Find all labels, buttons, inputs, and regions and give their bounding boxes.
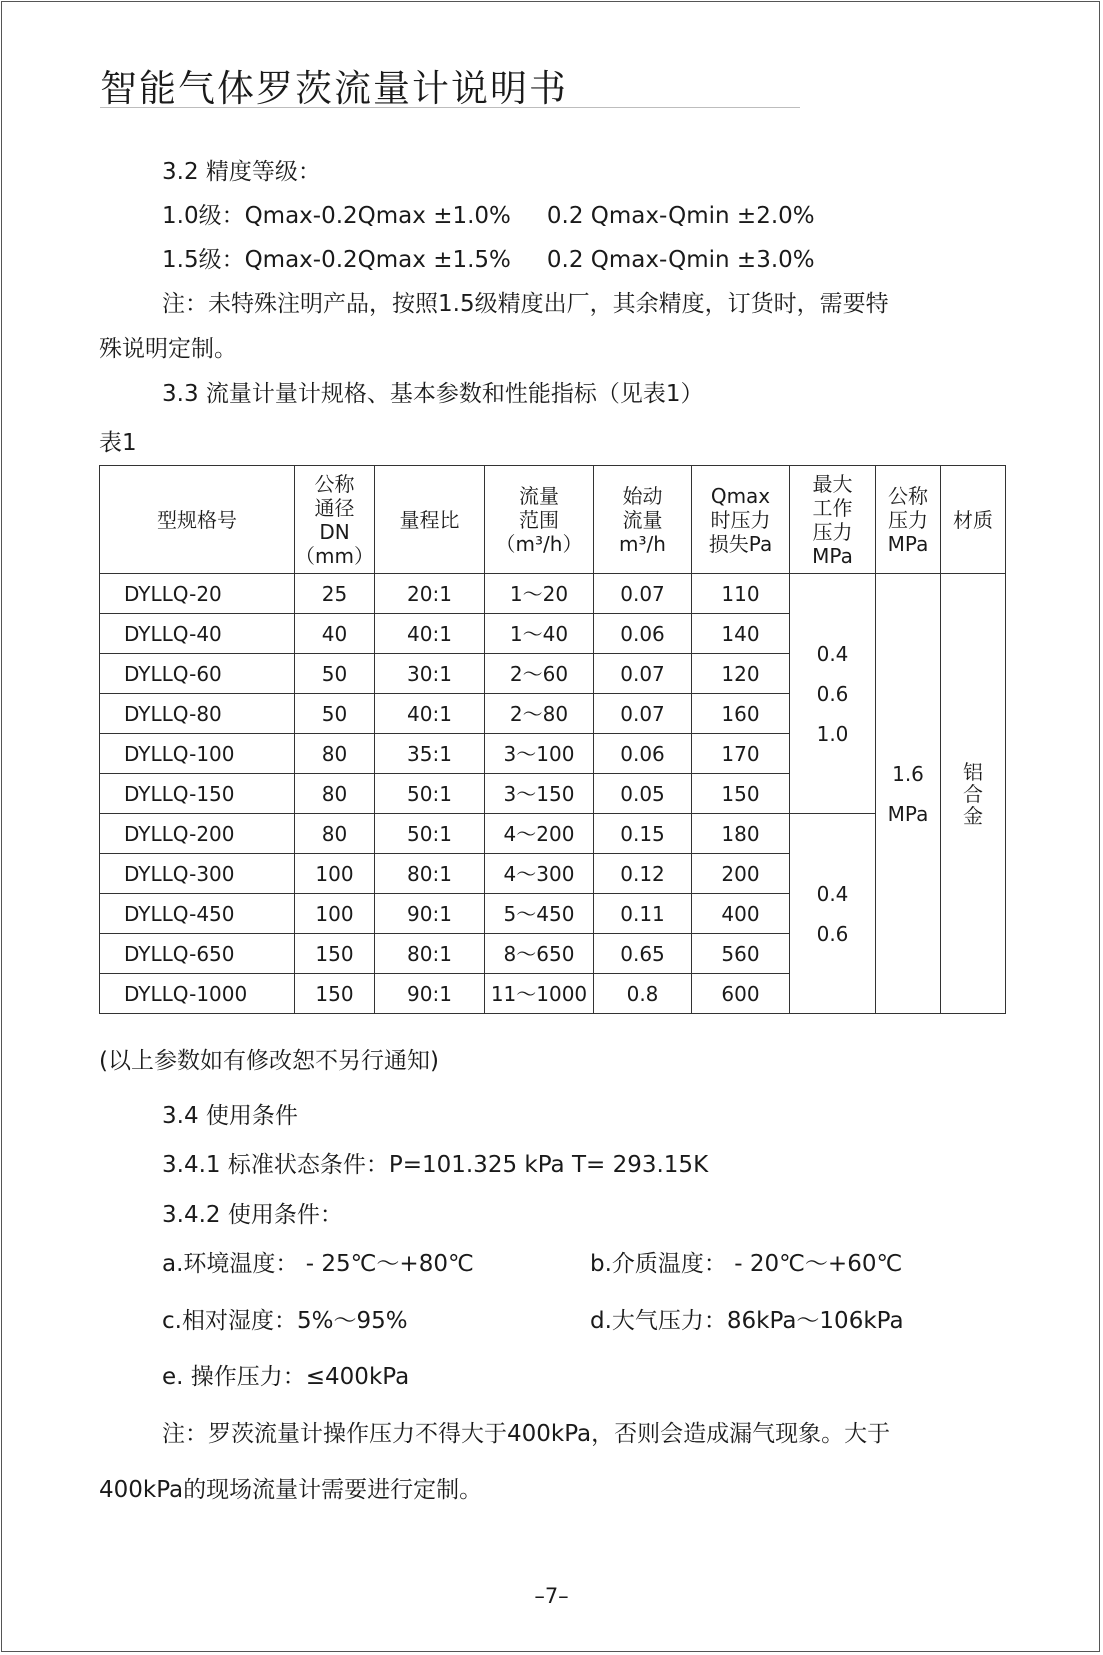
cell-model: DYLLQ-60: [100, 654, 295, 694]
table-header-row: [100, 466, 1006, 574]
cell-ratio: 90:1: [375, 974, 485, 1014]
table-row: [100, 574, 1006, 614]
cell-start: 0.65: [594, 934, 692, 974]
cell-dn: 150: [295, 934, 375, 974]
cell-ratio: 35:1: [375, 734, 485, 774]
cell-dn: 100: [295, 894, 375, 934]
spec-heading: 3.3 流量计量计规格、基本参数和性能指标（见表1）: [162, 381, 704, 407]
cell-dn: 50: [295, 654, 375, 694]
header-nominal-diameter: 公称 通径 DN （mm）: [295, 466, 375, 574]
cell-range: 3～100: [485, 734, 594, 774]
cell-model: DYLLQ-100: [100, 734, 295, 774]
conditions-heading: 3.4 使用条件: [162, 1103, 298, 1129]
cell-start: 0.12: [594, 854, 692, 894]
cell-loss: 160: [692, 694, 790, 734]
cell-start: 0.05: [594, 774, 692, 814]
cell-ratio: 80:1: [375, 934, 485, 974]
cell-start: 0.07: [594, 694, 692, 734]
header-starting-flow: 始动 流量 m³/h: [594, 466, 692, 574]
header-flow-range: 流量 范围 （m³/h）: [485, 466, 594, 574]
cell-max-pressure-group-2: 0.4 0.6: [790, 814, 876, 1014]
cell-ratio: 90:1: [375, 894, 485, 934]
accuracy-heading: 3.2 精度等级：: [162, 159, 321, 185]
cell-start: 0.15: [594, 814, 692, 854]
cell-loss: 600: [692, 974, 790, 1014]
standard-conditions: 3.4.1 标准状态条件：P=101.325 kPa T= 293.15K: [162, 1152, 709, 1178]
cell-dn: 80: [295, 774, 375, 814]
header-pressure-loss: Qmax 时压力 损失Pa: [692, 466, 790, 574]
cell-loss: 200: [692, 854, 790, 894]
cell-start: 0.07: [594, 654, 692, 694]
cell-range: 1～40: [485, 614, 594, 654]
accuracy-class-1-0: [162, 197, 815, 230]
condition-medium-temperature: b.介质温度： - 20℃～+60℃: [590, 1251, 903, 1277]
cell-model: DYLLQ-150: [100, 774, 295, 814]
condition-ambient-temperature: a.环境温度： - 25℃～+80℃: [162, 1251, 474, 1277]
table-note: (以上参数如有修改恕不另行通知): [99, 1048, 439, 1074]
cell-ratio: 80:1: [375, 854, 485, 894]
cell-dn: 50: [295, 694, 375, 734]
cell-range: 3～150: [485, 774, 594, 814]
cell-dn: 80: [295, 734, 375, 774]
accuracy-note-line-1: 注：未特殊注明产品，按照1.5级精度出厂，其余精度，订货时，需要特: [162, 291, 889, 317]
cell-range: 1～20: [485, 574, 594, 614]
document-title: 智能气体罗茨流量计说明书: [100, 67, 568, 110]
header-nominal-pressure: 公称 压力 MPa: [876, 466, 941, 574]
cell-range: 4～200: [485, 814, 594, 854]
accuracy-class-1-0-low: 0.2 Qmax-Qmin ±2.0%: [546, 203, 815, 229]
cell-loss: 110: [692, 574, 790, 614]
cell-loss: 150: [692, 774, 790, 814]
cell-loss: 180: [692, 814, 790, 854]
cell-ratio: 20:1: [375, 574, 485, 614]
use-conditions-heading: 3.4.2 使用条件：: [162, 1202, 343, 1228]
condition-atmospheric-pressure: d.大气压力：86kPa～106kPa: [590, 1308, 904, 1334]
conditions-note-line-1: 注：罗茨流量计操作压力不得大于400kPa，否则会造成漏气现象。大于: [162, 1421, 891, 1447]
spec-table: [99, 465, 1006, 1014]
cell-model: DYLLQ-300: [100, 854, 295, 894]
cell-range: 2～80: [485, 694, 594, 734]
cell-start: 0.8: [594, 974, 692, 1014]
header-model: 型规格号: [100, 466, 295, 574]
conditions-note-line-2: 400kPa的现场流量计需要进行定制。: [99, 1477, 483, 1503]
cell-start: 0.06: [594, 614, 692, 654]
condition-operating-pressure: e. 操作压力：≤400kPa: [162, 1364, 410, 1390]
accuracy-class-1-0-high: 1.0级：Qmax-0.2Qmax ±1.0%: [162, 203, 511, 229]
cell-model: DYLLQ-650: [100, 934, 295, 974]
cell-loss: 560: [692, 934, 790, 974]
cell-ratio: 40:1: [375, 614, 485, 654]
accuracy-class-1-5-high: 1.5级：Qmax-0.2Qmax ±1.5%: [162, 247, 511, 273]
cell-range: 2～60: [485, 654, 594, 694]
cell-dn: 100: [295, 854, 375, 894]
header-max-working-pressure: 最大 工作 压力 MPa: [790, 466, 876, 574]
accuracy-note-line-2: 殊说明定制。: [99, 336, 237, 362]
cell-model: DYLLQ-1000: [100, 974, 295, 1014]
cell-start: 0.07: [594, 574, 692, 614]
cell-model: DYLLQ-450: [100, 894, 295, 934]
cell-dn: 25: [295, 574, 375, 614]
cell-range: 4～300: [485, 854, 594, 894]
cell-loss: 170: [692, 734, 790, 774]
cell-start: 0.11: [594, 894, 692, 934]
condition-relative-humidity: c.相对湿度：5%～95%: [162, 1308, 408, 1334]
header-material: 材质: [941, 466, 1006, 574]
table-label: 表1: [99, 430, 137, 456]
cell-range: 11～1000: [485, 974, 594, 1014]
cell-start: 0.06: [594, 734, 692, 774]
cell-ratio: 40:1: [375, 694, 485, 734]
header-range-ratio: 量程比: [375, 466, 485, 574]
cell-range: 8～650: [485, 934, 594, 974]
cell-ratio: 30:1: [375, 654, 485, 694]
cell-model: DYLLQ-200: [100, 814, 295, 854]
cell-loss: 120: [692, 654, 790, 694]
cell-nominal-pressure: 1.6 MPa: [876, 574, 941, 1014]
cell-loss: 140: [692, 614, 790, 654]
page-number: –7–: [534, 1584, 569, 1608]
accuracy-class-1-5: [162, 241, 815, 274]
cell-range: 5～450: [485, 894, 594, 934]
table-row: [100, 814, 1006, 854]
title-divider: [100, 107, 800, 108]
cell-dn: 80: [295, 814, 375, 854]
cell-material: 铝 合 金: [941, 574, 1006, 1014]
cell-ratio: 50:1: [375, 814, 485, 854]
cell-model: DYLLQ-20: [100, 574, 295, 614]
cell-dn: 40: [295, 614, 375, 654]
cell-loss: 400: [692, 894, 790, 934]
cell-max-pressure-group-1: 0.4 0.6 1.0: [790, 574, 876, 814]
cell-ratio: 50:1: [375, 774, 485, 814]
cell-dn: 150: [295, 974, 375, 1014]
accuracy-class-1-5-low: 0.2 Qmax-Qmin ±3.0%: [546, 247, 815, 273]
cell-model: DYLLQ-40: [100, 614, 295, 654]
cell-model: DYLLQ-80: [100, 694, 295, 734]
